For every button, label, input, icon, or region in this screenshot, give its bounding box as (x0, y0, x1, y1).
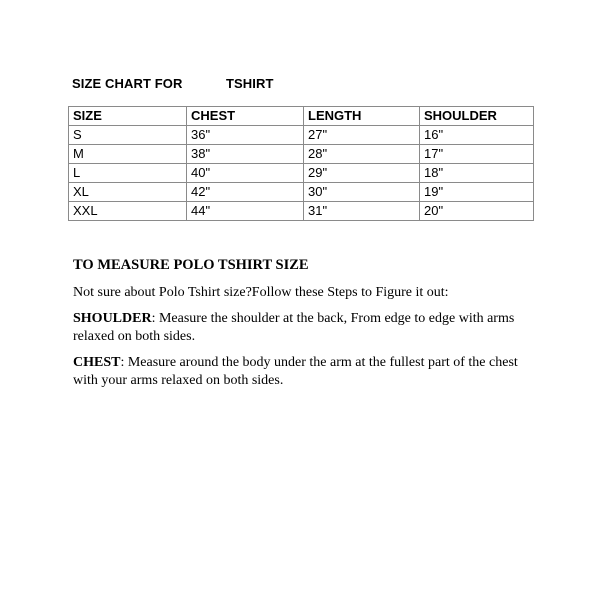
header-chest: CHEST (187, 107, 304, 126)
size-table (68, 106, 534, 221)
cell-size: S (69, 126, 187, 145)
cell-chest: 44" (187, 202, 304, 221)
shoulder-instruction (73, 310, 543, 346)
cell-length: 30" (304, 183, 420, 202)
table-row (69, 164, 534, 183)
measure-instructions (73, 256, 543, 398)
table-row (69, 145, 534, 164)
cell-shoulder: 16" (420, 126, 534, 145)
cell-size: L (69, 164, 187, 183)
cell-size: XL (69, 183, 187, 202)
cell-length: 28" (304, 145, 420, 164)
cell-chest: 36" (187, 126, 304, 145)
header-length: LENGTH (304, 107, 420, 126)
shoulder-text: : Measure the shoulder at the back, From edge to edge with arms relaxed on both sides. (73, 311, 515, 344)
cell-shoulder: 18" (420, 164, 534, 183)
table-row (69, 126, 534, 145)
chest-text: : Measure around the body under the arm at the fullest part of the chest with your arms relaxed on both sides. (73, 355, 518, 388)
cell-size: XXL (69, 202, 187, 221)
header-size: SIZE (69, 107, 187, 126)
chest-instruction (73, 354, 543, 390)
table-header-row (69, 107, 534, 126)
cell-chest: 42" (187, 183, 304, 202)
cell-chest: 38" (187, 145, 304, 164)
cell-shoulder: 19" (420, 183, 534, 202)
cell-length: 27" (304, 126, 420, 145)
cell-shoulder: 17" (420, 145, 534, 164)
cell-shoulder: 20" (420, 202, 534, 221)
table-row (69, 202, 534, 221)
chest-term: CHEST (73, 355, 121, 370)
cell-size: M (69, 145, 187, 164)
cell-chest: 40" (187, 164, 304, 183)
header-shoulder: SHOULDER (420, 107, 534, 126)
cell-length: 31" (304, 202, 420, 221)
chart-title-product: TSHIRT (226, 76, 274, 91)
chart-title (72, 76, 274, 91)
cell-length: 29" (304, 164, 420, 183)
chart-title-prefix: SIZE CHART FOR (72, 76, 183, 91)
measure-heading: TO MEASURE POLO TSHIRT SIZE (73, 257, 309, 273)
measure-intro: Not sure about Polo Tshirt size?Follow these Steps to Figure it out: (73, 285, 449, 300)
table-row (69, 183, 534, 202)
shoulder-term: SHOULDER (73, 311, 152, 326)
